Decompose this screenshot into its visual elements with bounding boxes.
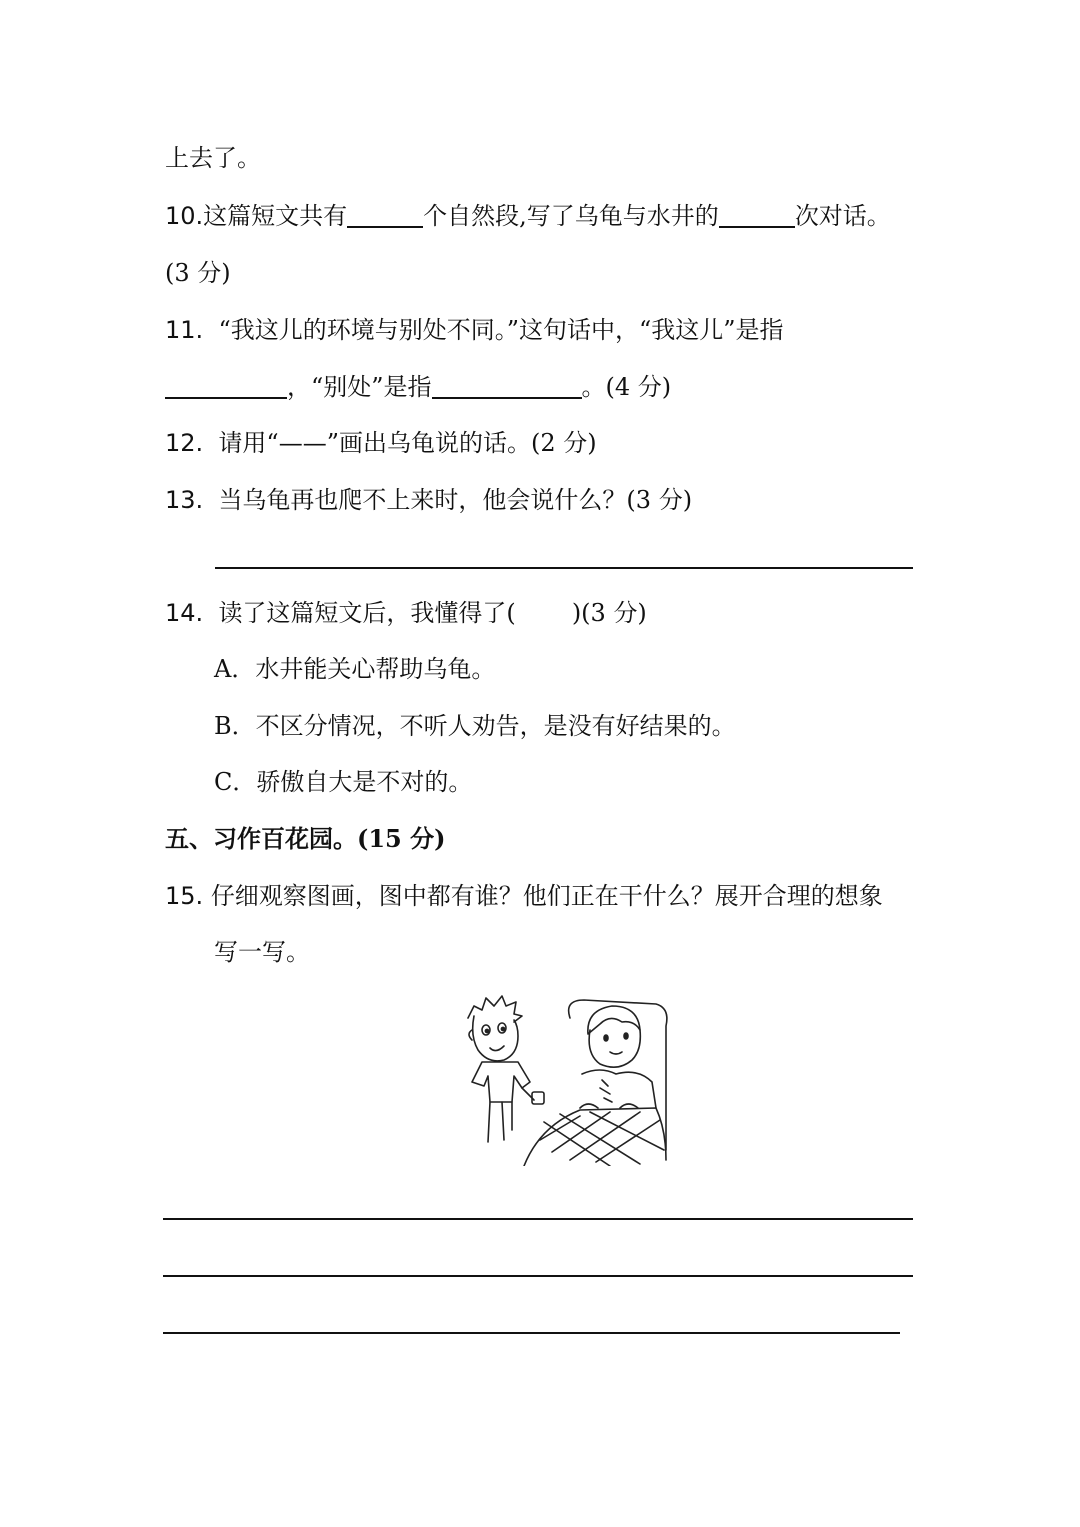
question-10: 10.这篇短文共有 个自然段,写了乌龟与水井的 次对话。: [165, 202, 891, 230]
option-b[interactable]: B．不区分情况，不听人劝告，是没有好结果的。: [214, 712, 736, 740]
question-15: 15. 仔细观察图画，图中都有谁？他们正在干什么？展开合理的想象: [165, 882, 883, 910]
question-number: 14.: [165, 599, 204, 627]
writing-line[interactable]: [163, 1218, 913, 1220]
question-number: 10.: [165, 202, 204, 230]
question-number: 12.: [165, 429, 204, 457]
question-11: 11. “我这儿的环境与别处不同。”这句话中，“我这儿”是指: [165, 316, 784, 344]
question-13: 13. 当乌龟再也爬不上来时，他会说什么？(3 分): [165, 486, 693, 514]
question-11-line2: ，“别处”是指 。(4 分): [165, 371, 671, 403]
question-number: 13.: [165, 486, 204, 514]
writing-line[interactable]: [163, 1275, 913, 1277]
question-14: 14. 读了这篇短文后，我懂得了( )(3 分): [165, 599, 647, 627]
option-a[interactable]: A．水井能关心帮助乌龟。: [214, 655, 496, 683]
section-title: 五、习作百花园。(15 分): [165, 824, 446, 853]
answer-blank[interactable]: [165, 371, 287, 399]
answer-line[interactable]: [215, 567, 913, 569]
writing-line[interactable]: [163, 1332, 900, 1334]
question-12: 12. 请用“——”画出乌龟说的话。(2 分): [165, 429, 597, 457]
question-number: 11.: [165, 316, 204, 344]
answer-blank[interactable]: [719, 200, 795, 228]
question-15-line2: 写一写。: [214, 938, 310, 966]
question-10-score: (3 分): [165, 259, 231, 287]
option-c[interactable]: C．骄傲自大是不对的。: [214, 768, 473, 796]
intro-tail: 上去了。: [165, 144, 261, 172]
answer-blank[interactable]: [347, 200, 423, 228]
question-number: 15.: [165, 882, 204, 910]
illustration-boy-visiting-sick-friend: [460, 990, 672, 1166]
answer-blank[interactable]: [432, 371, 582, 399]
